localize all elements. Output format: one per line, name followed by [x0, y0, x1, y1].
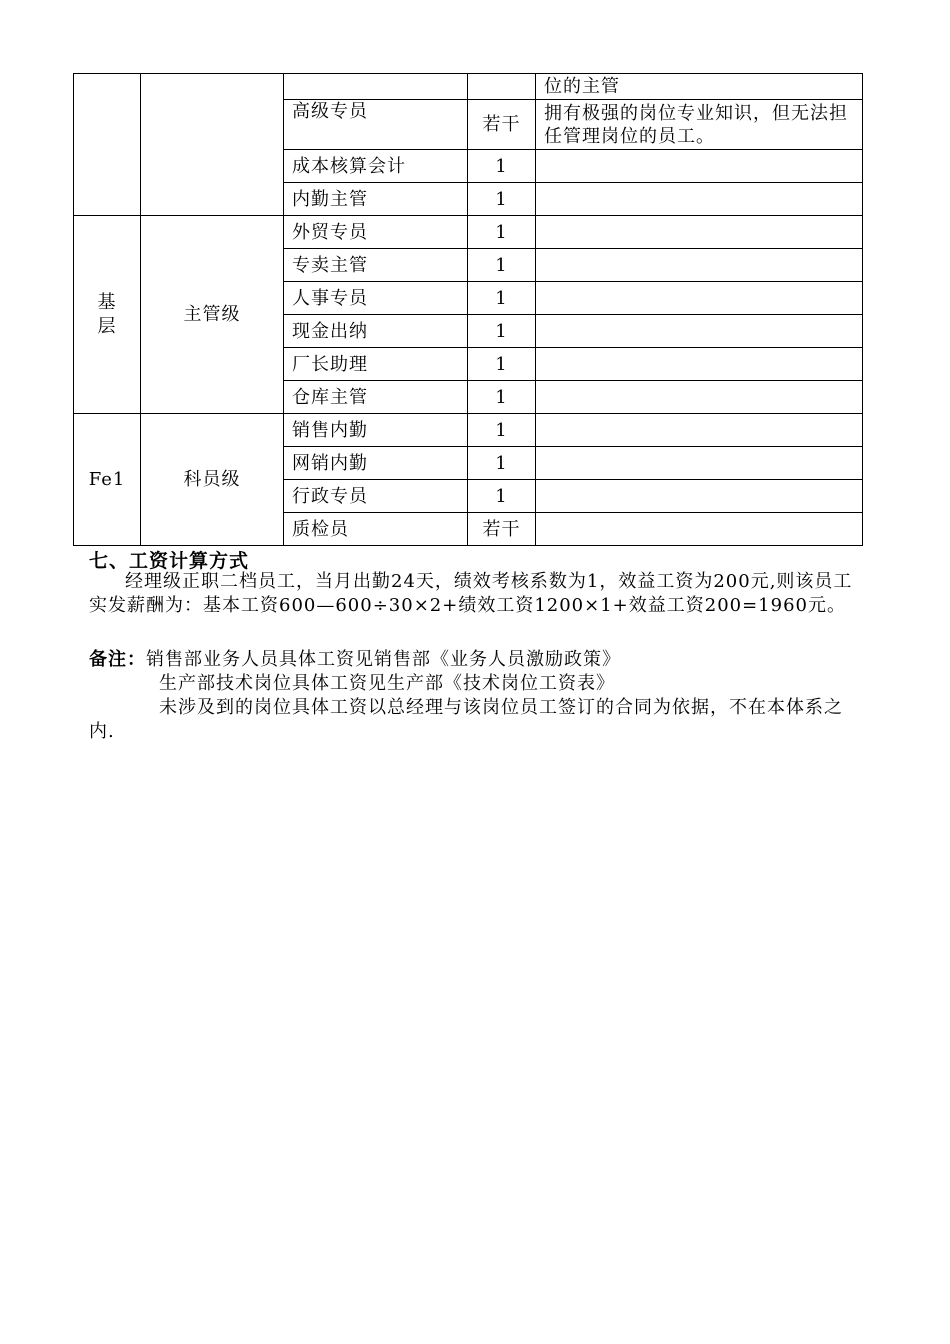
- position-cell: 现金出纳: [284, 315, 468, 348]
- description-cell: [536, 414, 863, 447]
- level-label: 基层: [97, 291, 117, 337]
- description-cell: [536, 183, 863, 216]
- description-cell: [536, 348, 863, 381]
- remarks-line-1: 销售部业务人员具体工资见销售部《业务人员激励政策》: [146, 649, 621, 670]
- remarks-line-2: 生产部技术岗位具体工资见生产部《技术岗位工资表》: [159, 673, 615, 694]
- count-cell: 1: [468, 315, 536, 348]
- remarks-line-3: 未涉及到的岗位具体工资以总经理与该岗位员工签订的合同为依据，不在本体系之内.: [89, 697, 843, 742]
- remarks-block: [89, 648, 861, 744]
- position-cell: 内勤主管: [284, 183, 468, 216]
- count-cell: 1: [468, 381, 536, 414]
- section-heading: 七、工资计算方式: [89, 550, 250, 572]
- description-cell: [536, 381, 863, 414]
- description-cell: [536, 150, 863, 183]
- count-cell: 1: [468, 216, 536, 249]
- description-cell: [536, 282, 863, 315]
- count-cell-empty: [468, 74, 536, 100]
- count-cell: 1: [468, 183, 536, 216]
- level-cell: Fe1: [74, 414, 141, 546]
- level-cell: [74, 216, 141, 414]
- count-cell: 若干: [468, 100, 536, 150]
- grade-cell: 科员级: [141, 414, 284, 546]
- description-cell: 拥有极强的岗位专业知识，但无法担任管理岗位的员工。: [536, 100, 863, 150]
- count-cell: 1: [468, 282, 536, 315]
- count-cell: 1: [468, 150, 536, 183]
- position-cell: 专卖主管: [284, 249, 468, 282]
- position-cell: 销售内勤: [284, 414, 468, 447]
- table-row: [74, 74, 863, 100]
- level-cell-empty: [74, 74, 141, 216]
- position-cell: 网销内勤: [284, 447, 468, 480]
- description-cell: [536, 249, 863, 282]
- position-cell: 质检员: [284, 513, 468, 546]
- count-cell: 1: [468, 249, 536, 282]
- position-cell: 外贸专员: [284, 216, 468, 249]
- description-cell: [536, 216, 863, 249]
- description-cell: [536, 315, 863, 348]
- salary-calculation-paragraph: 经理级正职二档员工，当月出勤24天，绩效考核系数为1，效益工资为200元,则该员工实发薪酬为：基本工资600—600÷30×2+绩效工资1200×1+效益工资200=1960元。: [89, 571, 853, 616]
- count-cell: 1: [468, 447, 536, 480]
- table-row: [74, 414, 863, 447]
- position-cell: 高级专员: [284, 100, 468, 150]
- position-cell: 仓库主管: [284, 381, 468, 414]
- grade-cell: 主管级: [141, 216, 284, 414]
- description-cell: [536, 480, 863, 513]
- position-cell: 成本核算会计: [284, 150, 468, 183]
- count-cell: 1: [468, 414, 536, 447]
- remarks-label: 备注：: [89, 649, 146, 670]
- salary-grade-table: [73, 73, 863, 546]
- description-cell: 位的主管: [536, 74, 863, 100]
- count-cell: 1: [468, 480, 536, 513]
- description-cell: [536, 447, 863, 480]
- position-cell-empty: [284, 74, 468, 100]
- position-cell: 厂长助理: [284, 348, 468, 381]
- table-row: [74, 216, 863, 249]
- position-cell: 人事专员: [284, 282, 468, 315]
- grade-cell-empty: [141, 74, 284, 216]
- count-cell: 若干: [468, 513, 536, 546]
- description-cell: [536, 513, 863, 546]
- position-cell: 行政专员: [284, 480, 468, 513]
- count-cell: 1: [468, 348, 536, 381]
